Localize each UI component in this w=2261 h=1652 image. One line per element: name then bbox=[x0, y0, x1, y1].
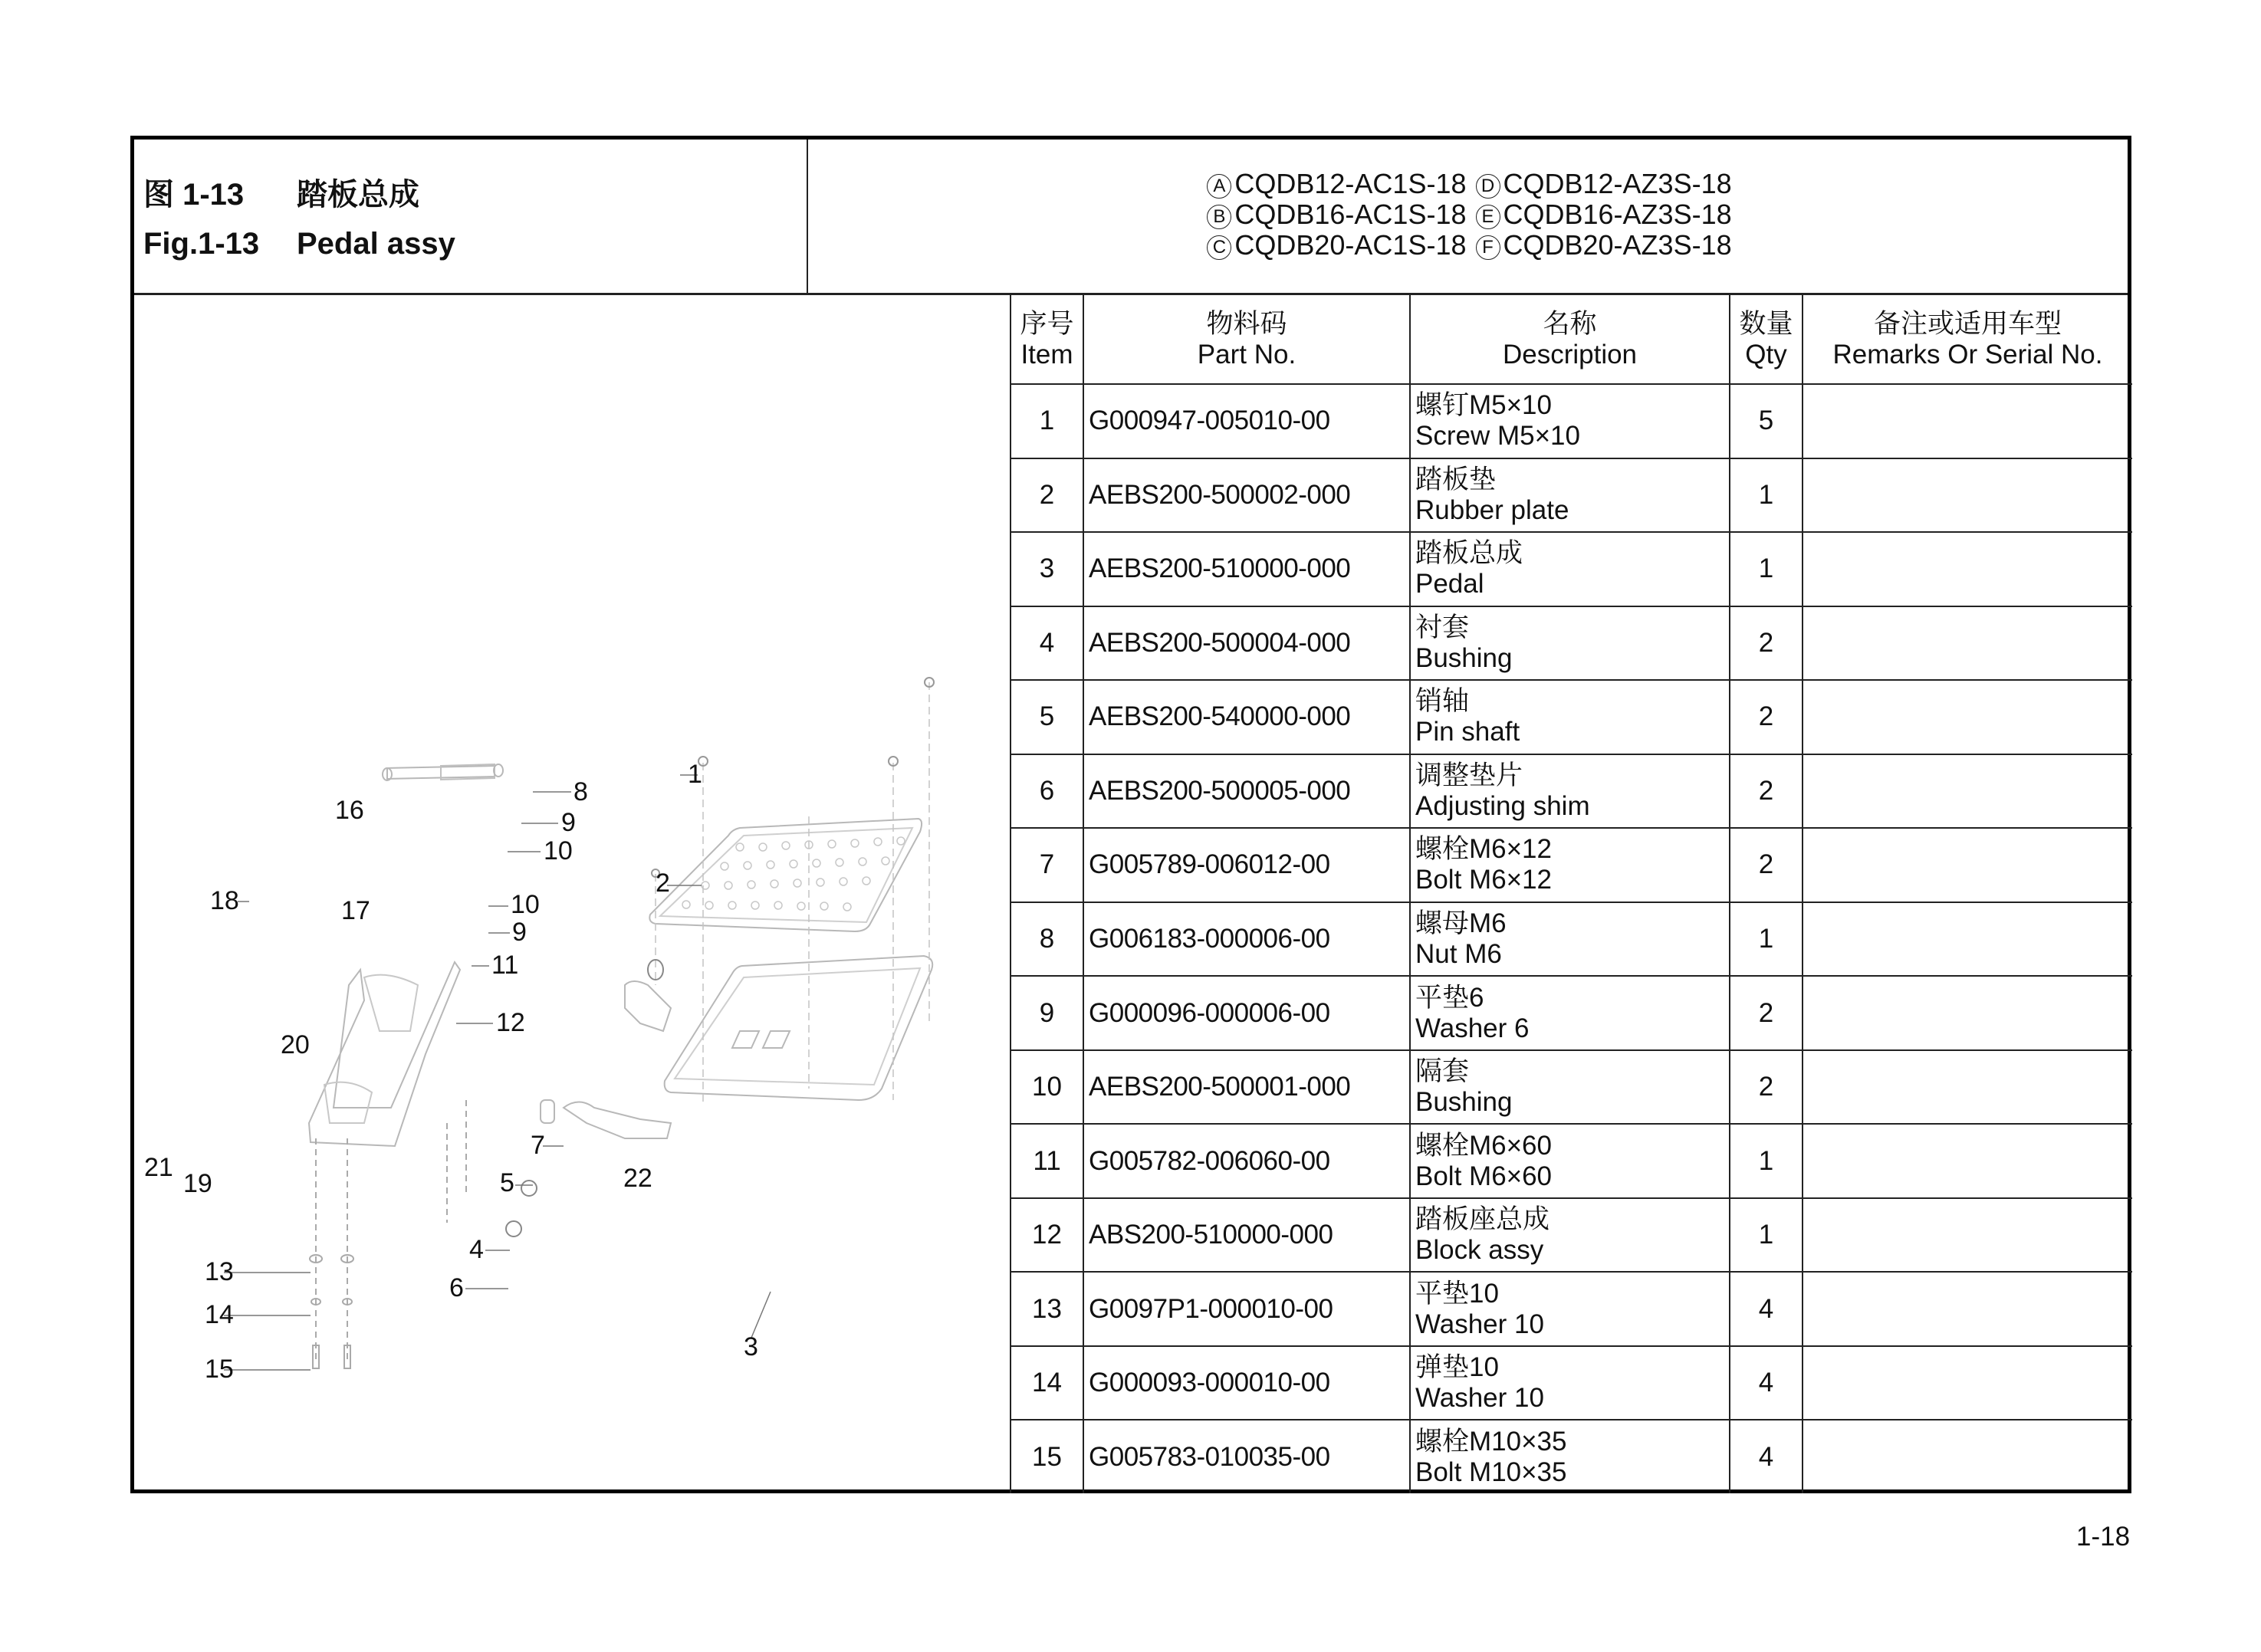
part-number: G0097P1-000010-00 bbox=[1083, 1272, 1410, 1346]
item-number: 12 bbox=[1011, 1198, 1083, 1273]
applicable-models bbox=[808, 169, 2128, 261]
remarks bbox=[1803, 902, 2132, 977]
description-en: Washer 10 bbox=[1415, 1383, 1544, 1414]
description bbox=[1410, 1050, 1730, 1125]
circled-letter-icon: B bbox=[1207, 205, 1231, 229]
callout-label: 20 bbox=[281, 1030, 310, 1059]
description bbox=[1410, 458, 1730, 533]
item-number: 8 bbox=[1011, 902, 1083, 977]
description-cn: 平垫6 bbox=[1415, 982, 1484, 1013]
item-number: 5 bbox=[1011, 680, 1083, 754]
part-number: G005789-006012-00 bbox=[1083, 828, 1410, 902]
description-en: Nut M6 bbox=[1415, 938, 1502, 969]
parts-table-body bbox=[1011, 384, 2132, 1493]
description-en: Bolt M6×60 bbox=[1415, 1161, 1553, 1191]
description-cn: 螺栓M10×35 bbox=[1415, 1426, 1567, 1457]
quantity: 1 bbox=[1730, 1198, 1803, 1273]
description-en: Block assy bbox=[1415, 1235, 1544, 1266]
model-code: CQDB20-AZ3S-18 bbox=[1503, 229, 1732, 261]
description bbox=[1410, 606, 1730, 681]
page-number: 1-18 bbox=[2076, 1522, 2131, 1552]
figure-name-cn: 踏板总成 bbox=[297, 178, 419, 212]
quantity: 2 bbox=[1730, 976, 1803, 1050]
callout-label: 6 bbox=[449, 1273, 464, 1302]
remarks bbox=[1803, 680, 2132, 754]
quantity: 5 bbox=[1730, 384, 1803, 458]
part-number: G000096-000006-00 bbox=[1083, 976, 1410, 1050]
callout-label: 1 bbox=[688, 760, 702, 789]
callout-label: 17 bbox=[341, 896, 370, 925]
table-row bbox=[1011, 1346, 2132, 1420]
column-header-qty: 数量 Qty bbox=[1730, 295, 1803, 384]
figure-name-en: Pedal assy bbox=[297, 227, 455, 261]
description-cn: 销轴 bbox=[1415, 686, 1470, 717]
callout-label: 10 bbox=[511, 890, 540, 919]
item-number: 9 bbox=[1011, 976, 1083, 1050]
parts-catalog-page bbox=[130, 136, 2131, 1493]
quantity: 2 bbox=[1730, 828, 1803, 902]
part-number: G000093-000010-00 bbox=[1083, 1346, 1410, 1420]
part-number: G006183-000006-00 bbox=[1083, 902, 1410, 977]
item-number: 2 bbox=[1011, 458, 1083, 533]
model-entry bbox=[1204, 229, 1466, 261]
item-number: 13 bbox=[1011, 1272, 1083, 1346]
callout-label: 19 bbox=[183, 1169, 212, 1198]
item-number: 4 bbox=[1011, 606, 1083, 681]
description-en: Screw M5×10 bbox=[1415, 421, 1580, 452]
description-cn: 衬套 bbox=[1415, 612, 1470, 642]
description-cn: 踏板总成 bbox=[1415, 538, 1523, 569]
remarks bbox=[1803, 1272, 2132, 1346]
description-cn: 螺栓M6×12 bbox=[1415, 834, 1552, 865]
item-number: 10 bbox=[1011, 1050, 1083, 1125]
quantity: 1 bbox=[1730, 1124, 1803, 1198]
remarks bbox=[1803, 458, 2132, 533]
quantity: 4 bbox=[1730, 1272, 1803, 1346]
item-number: 11 bbox=[1011, 1124, 1083, 1198]
callout-label: 18 bbox=[210, 886, 239, 915]
description-en: Rubber plate bbox=[1415, 494, 1569, 525]
description-cn: 调整垫片 bbox=[1415, 760, 1523, 790]
table-row bbox=[1011, 754, 2132, 829]
callout-label: 9 bbox=[561, 808, 576, 837]
description-en: Adjusting shim bbox=[1415, 790, 1590, 821]
description bbox=[1410, 1420, 1730, 1493]
description-en: Bushing bbox=[1415, 642, 1513, 673]
model-entry bbox=[1204, 168, 1466, 199]
table-row bbox=[1011, 1420, 2132, 1493]
callout-label: 13 bbox=[205, 1257, 234, 1286]
model-line bbox=[808, 230, 2128, 261]
description-en: Pedal bbox=[1415, 569, 1484, 599]
description-en: Washer 6 bbox=[1415, 1013, 1530, 1043]
table-row bbox=[1011, 606, 2132, 681]
figure-number-cn: 图 1-13 bbox=[143, 178, 245, 212]
part-number: G000947-005010-00 bbox=[1083, 384, 1410, 458]
model-entry bbox=[1473, 168, 1732, 199]
callout-label: 3 bbox=[744, 1332, 758, 1361]
description bbox=[1410, 1198, 1730, 1273]
column-header-remarks: 备注或适用车型 Remarks Or Serial No. bbox=[1803, 295, 2132, 384]
quantity: 2 bbox=[1730, 606, 1803, 681]
quantity: 4 bbox=[1730, 1346, 1803, 1420]
circled-letter-icon: A bbox=[1207, 174, 1231, 199]
column-header-part-no: 物料码 Part No. bbox=[1083, 295, 1410, 384]
description-cn: 弹垫10 bbox=[1415, 1352, 1499, 1383]
model-code: CQDB12-AC1S-18 bbox=[1234, 168, 1467, 199]
part-number: AEBS200-500001-000 bbox=[1083, 1050, 1410, 1125]
description-cn: 螺栓M6×60 bbox=[1415, 1130, 1552, 1161]
table-row bbox=[1011, 1124, 2132, 1198]
part-number: G005783-010035-00 bbox=[1083, 1420, 1410, 1493]
description bbox=[1410, 384, 1730, 458]
remarks bbox=[1803, 1050, 2132, 1125]
figure-title-cn bbox=[143, 170, 455, 219]
quantity: 2 bbox=[1730, 1050, 1803, 1125]
description bbox=[1410, 754, 1730, 829]
circled-letter-icon: D bbox=[1476, 174, 1500, 199]
table-row bbox=[1011, 384, 2132, 458]
description bbox=[1410, 1124, 1730, 1198]
quantity: 1 bbox=[1730, 902, 1803, 977]
figure-title bbox=[143, 170, 455, 268]
remarks bbox=[1803, 754, 2132, 829]
part-number: G005782-006060-00 bbox=[1083, 1124, 1410, 1198]
quantity: 1 bbox=[1730, 458, 1803, 533]
parts-table bbox=[1010, 295, 2132, 1493]
table-row bbox=[1011, 458, 2132, 533]
item-number: 6 bbox=[1011, 754, 1083, 829]
description-cn: 踏板垫 bbox=[1415, 464, 1497, 494]
table-row bbox=[1011, 1198, 2132, 1273]
description-en: Washer 10 bbox=[1415, 1309, 1544, 1339]
description bbox=[1410, 976, 1730, 1050]
model-entry bbox=[1473, 229, 1732, 261]
description-en: Bushing bbox=[1415, 1087, 1513, 1118]
item-number: 14 bbox=[1011, 1346, 1083, 1420]
item-number: 1 bbox=[1011, 384, 1083, 458]
callout-label: 8 bbox=[573, 777, 588, 806]
model-code: CQDB16-AZ3S-18 bbox=[1503, 199, 1732, 230]
description-cn: 踏板座总成 bbox=[1415, 1204, 1550, 1235]
exploded-diagram bbox=[134, 295, 1010, 1493]
item-number: 3 bbox=[1011, 532, 1083, 606]
description-en: Bolt M10×35 bbox=[1415, 1457, 1567, 1487]
remarks bbox=[1803, 606, 2132, 681]
callout-label: 5 bbox=[500, 1168, 514, 1197]
callout-label: 15 bbox=[205, 1355, 234, 1384]
remarks bbox=[1803, 1198, 2132, 1273]
table-row bbox=[1011, 680, 2132, 754]
description bbox=[1410, 680, 1730, 754]
description-cn: 隔套 bbox=[1415, 1056, 1470, 1087]
table-row bbox=[1011, 902, 2132, 977]
circled-letter-icon: F bbox=[1476, 235, 1500, 260]
callout-label: 2 bbox=[656, 869, 670, 898]
quantity: 4 bbox=[1730, 1420, 1803, 1493]
callout-label: 12 bbox=[496, 1008, 525, 1037]
quantity: 2 bbox=[1730, 754, 1803, 829]
column-header-item: 序号 Item bbox=[1011, 295, 1083, 384]
table-row bbox=[1011, 532, 2132, 606]
description bbox=[1410, 902, 1730, 977]
model-entry bbox=[1473, 199, 1732, 230]
part-number: AEBS200-540000-000 bbox=[1083, 680, 1410, 754]
table-row bbox=[1011, 976, 2132, 1050]
callout-label: 11 bbox=[491, 951, 519, 980]
part-number: AEBS200-500004-000 bbox=[1083, 606, 1410, 681]
callout-label: 22 bbox=[623, 1164, 652, 1193]
model-line bbox=[808, 169, 2128, 199]
figure-number-en: Fig.1-13 bbox=[143, 227, 260, 261]
circled-letter-icon: E bbox=[1476, 205, 1500, 229]
description bbox=[1410, 1272, 1730, 1346]
callout-label: 14 bbox=[205, 1300, 234, 1329]
description-en: Pin shaft bbox=[1415, 717, 1520, 747]
column-header-description: 名称 Description bbox=[1410, 295, 1730, 384]
remarks bbox=[1803, 384, 2132, 458]
model-line bbox=[808, 199, 2128, 230]
table-row bbox=[1011, 1272, 2132, 1346]
pedal-assembly-drawing bbox=[134, 295, 1010, 1493]
description bbox=[1410, 1346, 1730, 1420]
parts-table-header bbox=[1011, 295, 2132, 384]
model-code: CQDB12-AZ3S-18 bbox=[1503, 168, 1732, 199]
callout-label: 4 bbox=[469, 1235, 484, 1264]
model-entry bbox=[1204, 199, 1466, 230]
description-cn: 平垫10 bbox=[1415, 1278, 1499, 1309]
description-en: Bolt M6×12 bbox=[1415, 865, 1553, 895]
remarks bbox=[1803, 976, 2132, 1050]
part-number: AEBS200-510000-000 bbox=[1083, 532, 1410, 606]
table-row bbox=[1011, 828, 2132, 902]
description-cn: 螺母M6 bbox=[1415, 908, 1507, 938]
remarks bbox=[1803, 828, 2132, 902]
circled-letter-icon: C bbox=[1207, 235, 1231, 260]
remarks bbox=[1803, 1420, 2132, 1493]
description-cn: 螺钉M5×10 bbox=[1415, 390, 1552, 421]
remarks bbox=[1803, 1124, 2132, 1198]
item-number: 7 bbox=[1011, 828, 1083, 902]
item-number: 15 bbox=[1011, 1420, 1083, 1493]
model-code: CQDB16-AC1S-18 bbox=[1234, 199, 1467, 230]
callout-label: 16 bbox=[335, 796, 364, 825]
remarks bbox=[1803, 1346, 2132, 1420]
figure-title-en bbox=[143, 219, 455, 268]
part-number: AEBS200-500005-000 bbox=[1083, 754, 1410, 829]
callout-label: 21 bbox=[144, 1153, 173, 1182]
part-number: ABS200-510000-000 bbox=[1083, 1198, 1410, 1273]
description bbox=[1410, 828, 1730, 902]
description bbox=[1410, 532, 1730, 606]
callout-label: 9 bbox=[512, 918, 527, 947]
part-number: AEBS200-500002-000 bbox=[1083, 458, 1410, 533]
quantity: 2 bbox=[1730, 680, 1803, 754]
remarks bbox=[1803, 532, 2132, 606]
quantity: 1 bbox=[1730, 532, 1803, 606]
model-code: CQDB20-AC1S-18 bbox=[1234, 229, 1467, 261]
callout-label: 10 bbox=[544, 836, 573, 865]
callout-label: 7 bbox=[531, 1131, 545, 1160]
table-row bbox=[1011, 1050, 2132, 1125]
